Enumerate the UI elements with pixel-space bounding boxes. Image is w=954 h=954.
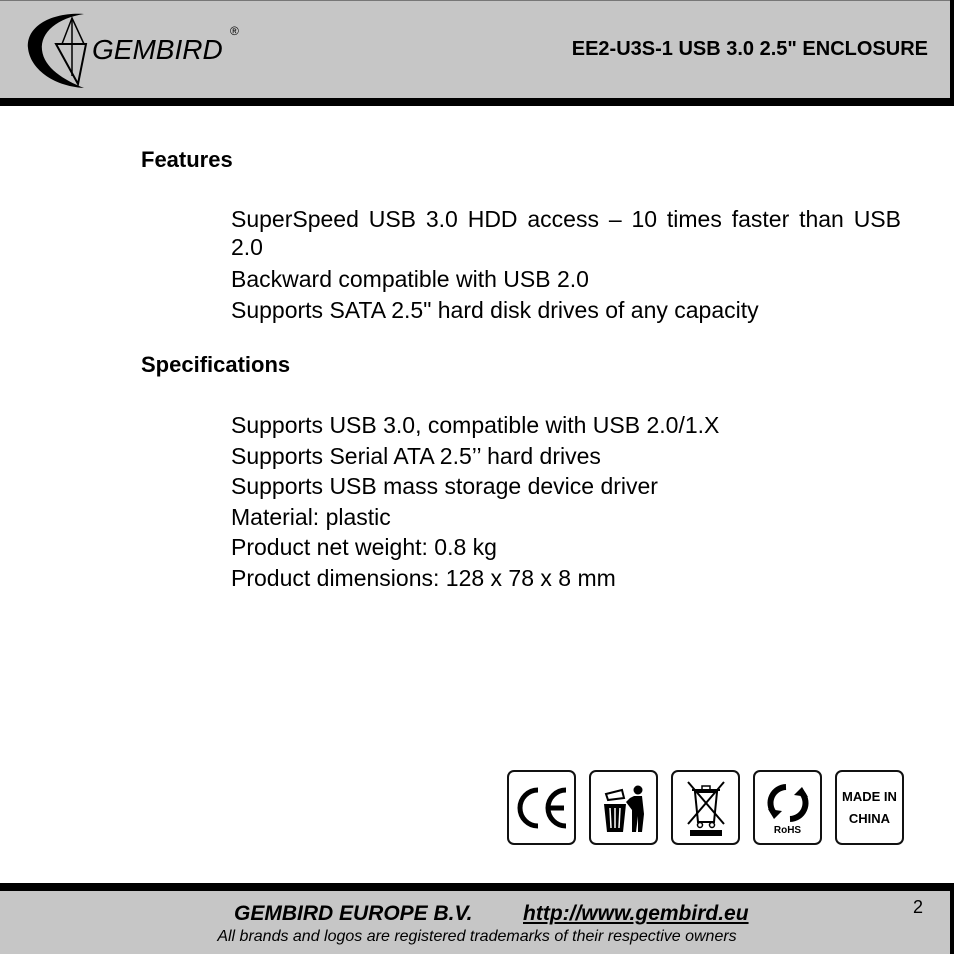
rohs-icon [753, 770, 822, 845]
page-number: 2 [913, 897, 924, 917]
header-edge [950, 0, 954, 106]
features-item: Supports SATA 2.5" hard disk drives of any capacity [231, 296, 759, 323]
rohs-label: RoHS [773, 825, 802, 836]
page-footer [0, 883, 954, 954]
features-item: SuperSpeed USB 3.0 HDD access – 10 times faster than USB 2.0 [231, 206, 901, 260]
footer-website-link[interactable]: http://www.gembird.eu [523, 902, 749, 925]
crossed-bin-weee-icon [671, 770, 740, 845]
china-label: CHINA [848, 810, 891, 826]
footer-trademark-note: All brands and logos are registered trademarks of their respective owners [217, 928, 737, 945]
logo-wordmark: GEMBIRD [92, 34, 223, 65]
gembird-logo [22, 6, 252, 92]
certification-icons [507, 770, 904, 845]
specifications-item: Product net weight: 0.8 kg [231, 534, 497, 560]
specifications-item: Supports USB mass storage device driver [231, 473, 658, 499]
header-rule [0, 98, 954, 106]
document-title: EE2-U3S-1 USB 3.0 2.5" ENCLOSURE [571, 38, 928, 60]
tidy-man-icon [589, 770, 658, 845]
specifications-item: Material: plastic [231, 503, 391, 530]
made-in-label: MADE IN [842, 788, 897, 804]
specifications-item: Product dimensions: 128 x 78 x 8 mm [231, 564, 616, 591]
made-in-china-icon [835, 770, 904, 845]
specifications-item: Supports USB 3.0, compatible with USB 2.0/1.X [231, 412, 720, 438]
features-item: Backward compatible with USB 2.0 [231, 266, 589, 292]
features-heading: Features [141, 147, 233, 172]
ce-mark-icon [507, 770, 576, 845]
registered-mark: ® [230, 24, 239, 38]
features-list [231, 205, 901, 325]
footer-company-name: GEMBIRD EUROPE B.V. [234, 902, 473, 925]
specifications-item: Supports Serial ATA 2.5’’ hard drives [231, 442, 601, 469]
footer-rule [0, 883, 954, 891]
page-header [0, 0, 954, 106]
specifications-heading: Specifications [141, 352, 291, 377]
specifications-list [231, 410, 901, 593]
